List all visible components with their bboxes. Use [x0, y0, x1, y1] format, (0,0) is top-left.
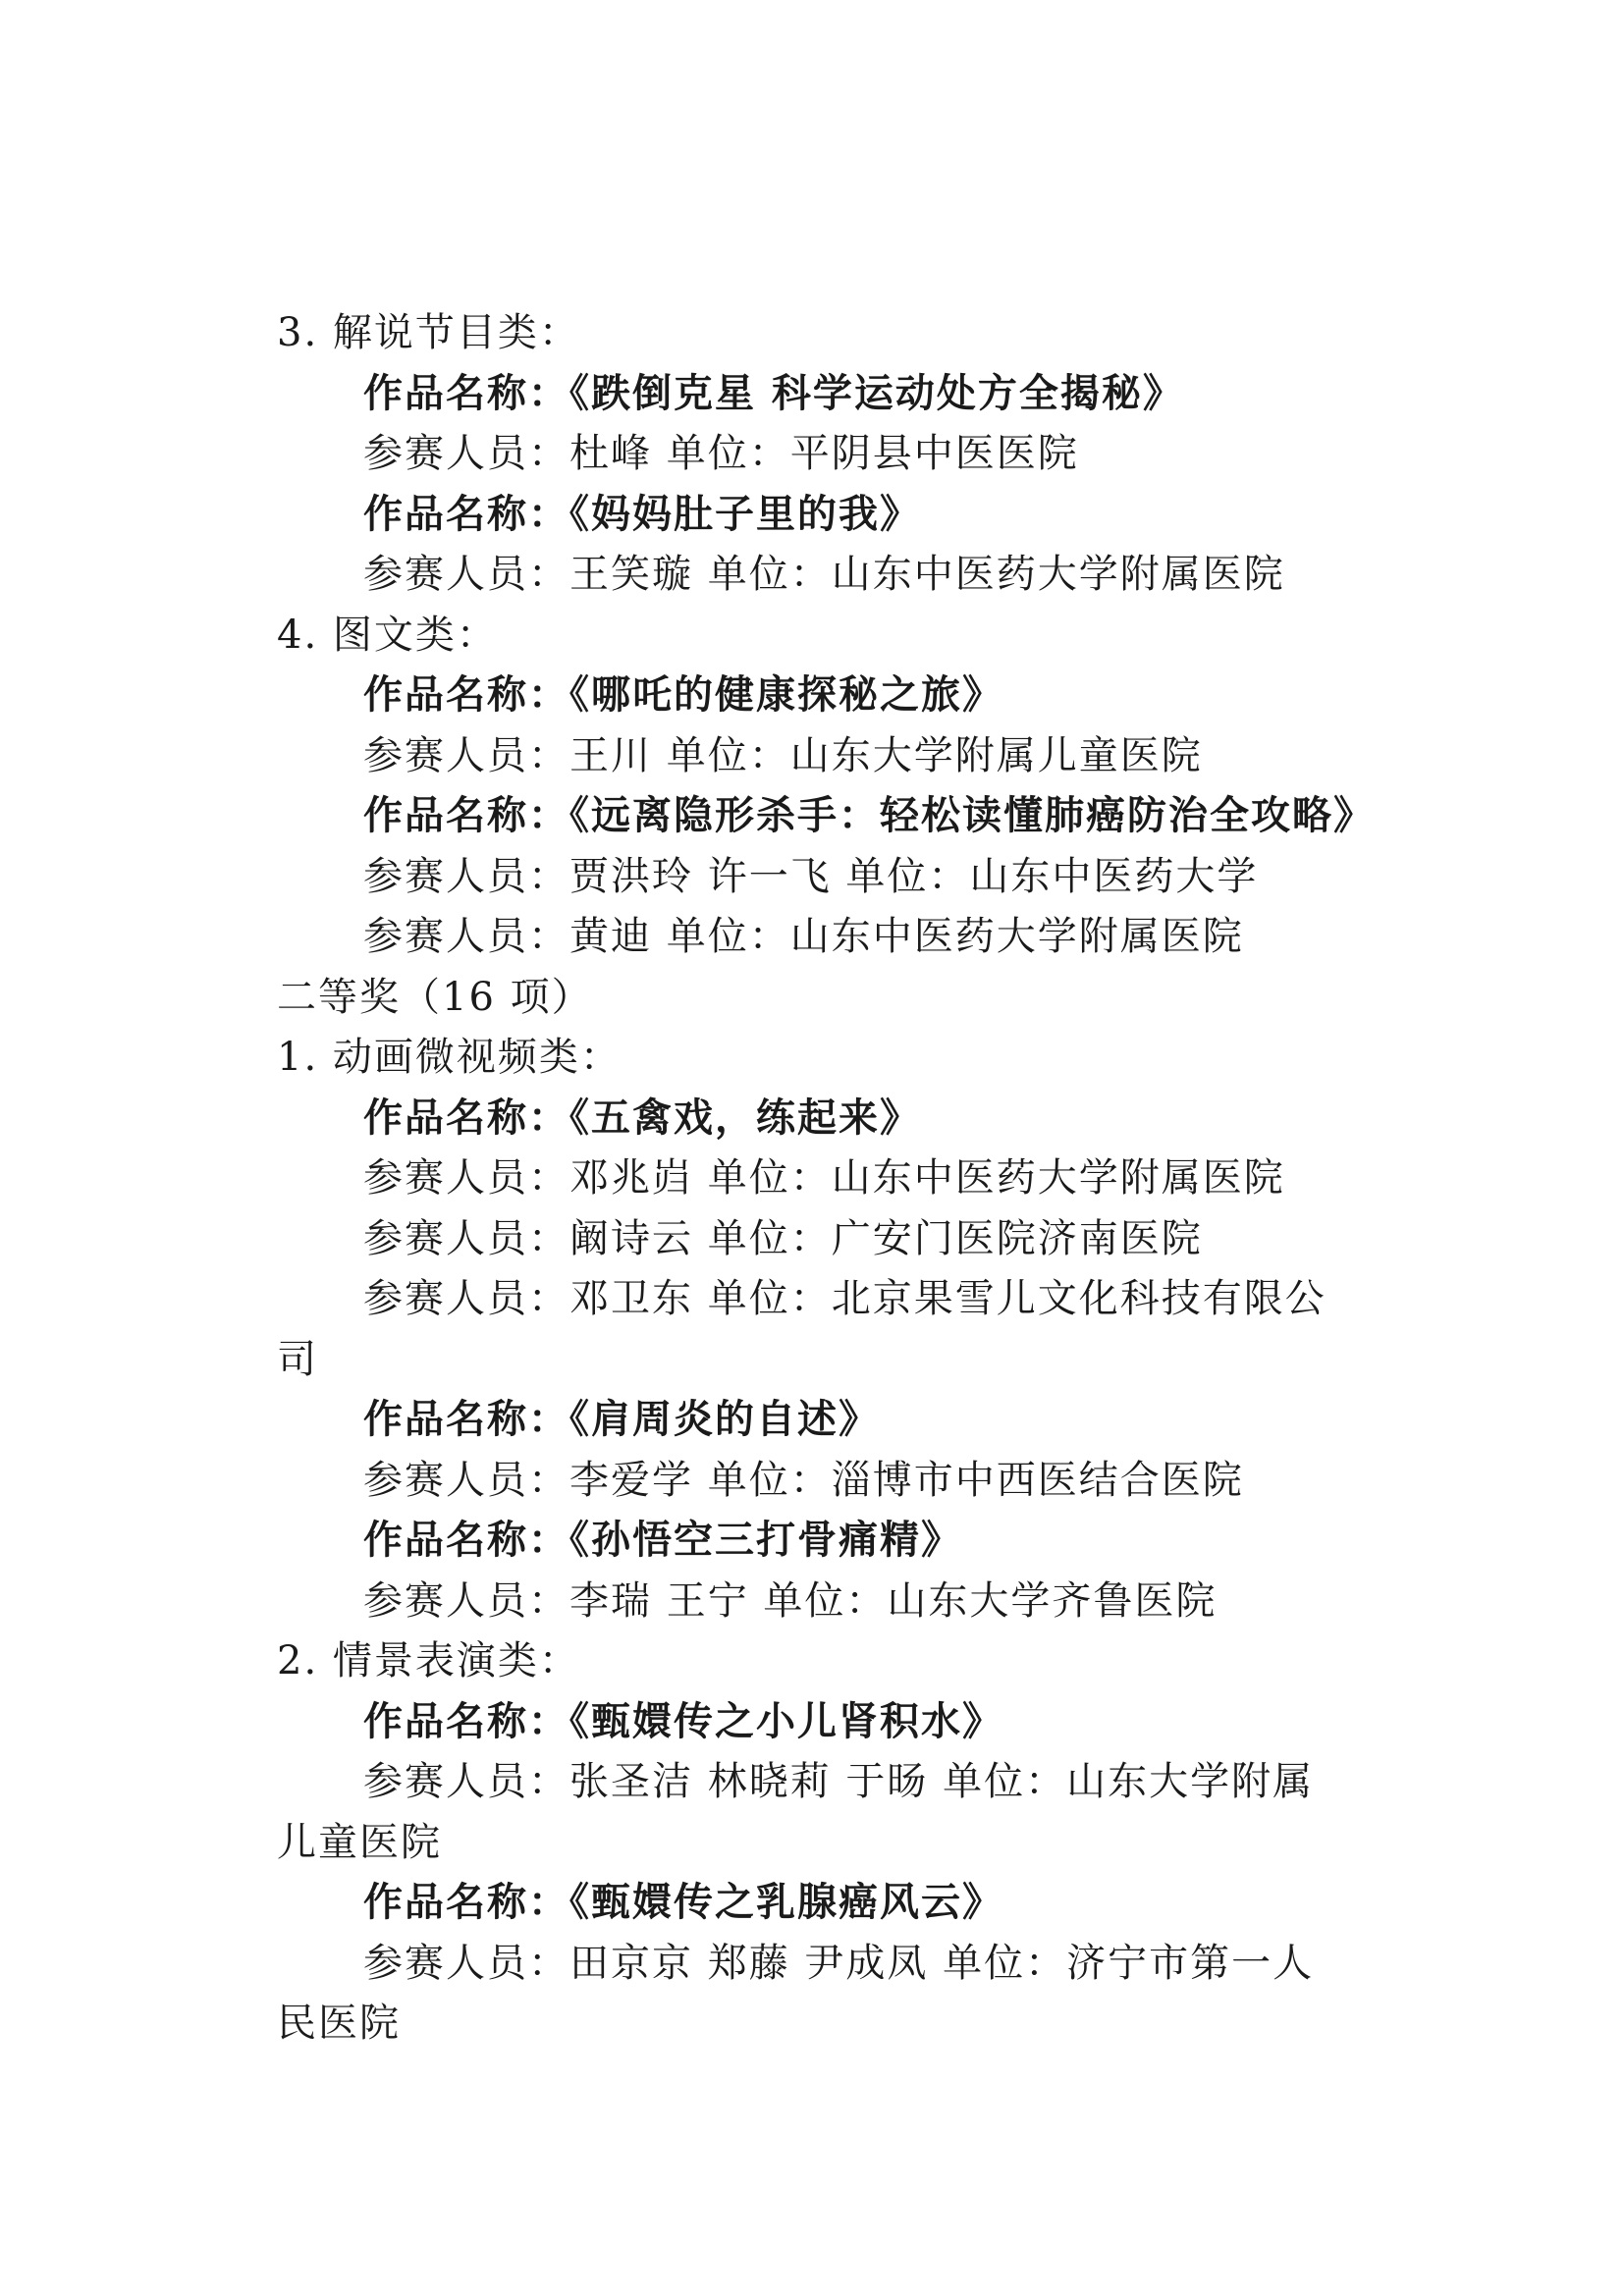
participant-line-continued: 儿童医院	[277, 1820, 442, 1865]
work-title: 作品名称：《甄嬛传之乳腺癌风云》	[363, 1879, 1003, 1925]
participant-line: 参赛人员：张圣洁 林晓莉 于旸 单位：山东大学附属	[363, 1759, 1315, 1804]
participant-line: 参赛人员：王川 单位：山东大学附属儿童医院	[363, 733, 1203, 778]
participant-line: 参赛人员：杜峰 单位：平阴县中医医院	[363, 431, 1079, 476]
participant-line: 参赛人员：田京京 郑藤 尹成凤 单位：济宁市第一人	[363, 1941, 1315, 1986]
participant-line: 参赛人员：黄迪 单位：山东中医药大学附属医院	[363, 914, 1244, 959]
participant-line-continued: 民医院	[277, 2001, 401, 2046]
work-title: 作品名称：《妈妈肚子里的我》	[363, 491, 921, 537]
section-heading: 3. 解说节目类：	[277, 310, 580, 355]
section-heading: 2. 情景表演类：	[277, 1638, 580, 1683]
work-title: 作品名称：《哪吒的健康探秘之旅》	[363, 671, 1003, 718]
section-heading: 4. 图文类：	[277, 613, 498, 658]
participant-line: 参赛人员：王笑璇 单位：山东中医药大学附属医院	[363, 552, 1285, 597]
section-heading: 1. 动画微视频类：	[277, 1035, 622, 1080]
work-title: 作品名称：《孙悟空三打骨痛精》	[363, 1517, 962, 1563]
participant-line: 参赛人员：邓卫东 单位：北京果雪儿文化科技有限公	[363, 1276, 1326, 1321]
award-title: 二等奖（16 项）	[277, 975, 593, 1020]
work-title: 作品名称：《肩周炎的自述》	[363, 1396, 880, 1442]
participant-line: 参赛人员：贾洪玲 许一飞 单位：山东中医药大学	[363, 854, 1259, 899]
participant-line: 参赛人员：李瑞 王宁 单位：山东大学齐鲁医院	[363, 1578, 1218, 1624]
participant-line: 参赛人员：邓兆岿 单位：山东中医药大学附属医院	[363, 1155, 1285, 1201]
work-title: 作品名称：《跌倒克星 科学运动处方全揭秘》	[363, 370, 1184, 416]
work-title: 作品名称：《五禽戏，练起来》	[363, 1095, 921, 1141]
participant-line-continued: 司	[277, 1337, 318, 1382]
participant-line: 参赛人员：李爱学 单位：淄博市中西医结合医院	[363, 1458, 1244, 1503]
work-title: 作品名称：《甄嬛传之小儿肾积水》	[363, 1698, 1003, 1744]
participant-line: 参赛人员：阚诗云 单位：广安门医院济南医院	[363, 1216, 1203, 1261]
work-title: 作品名称：《远离隐形杀手：轻松读懂肺癌防治全攻略》	[363, 792, 1375, 838]
